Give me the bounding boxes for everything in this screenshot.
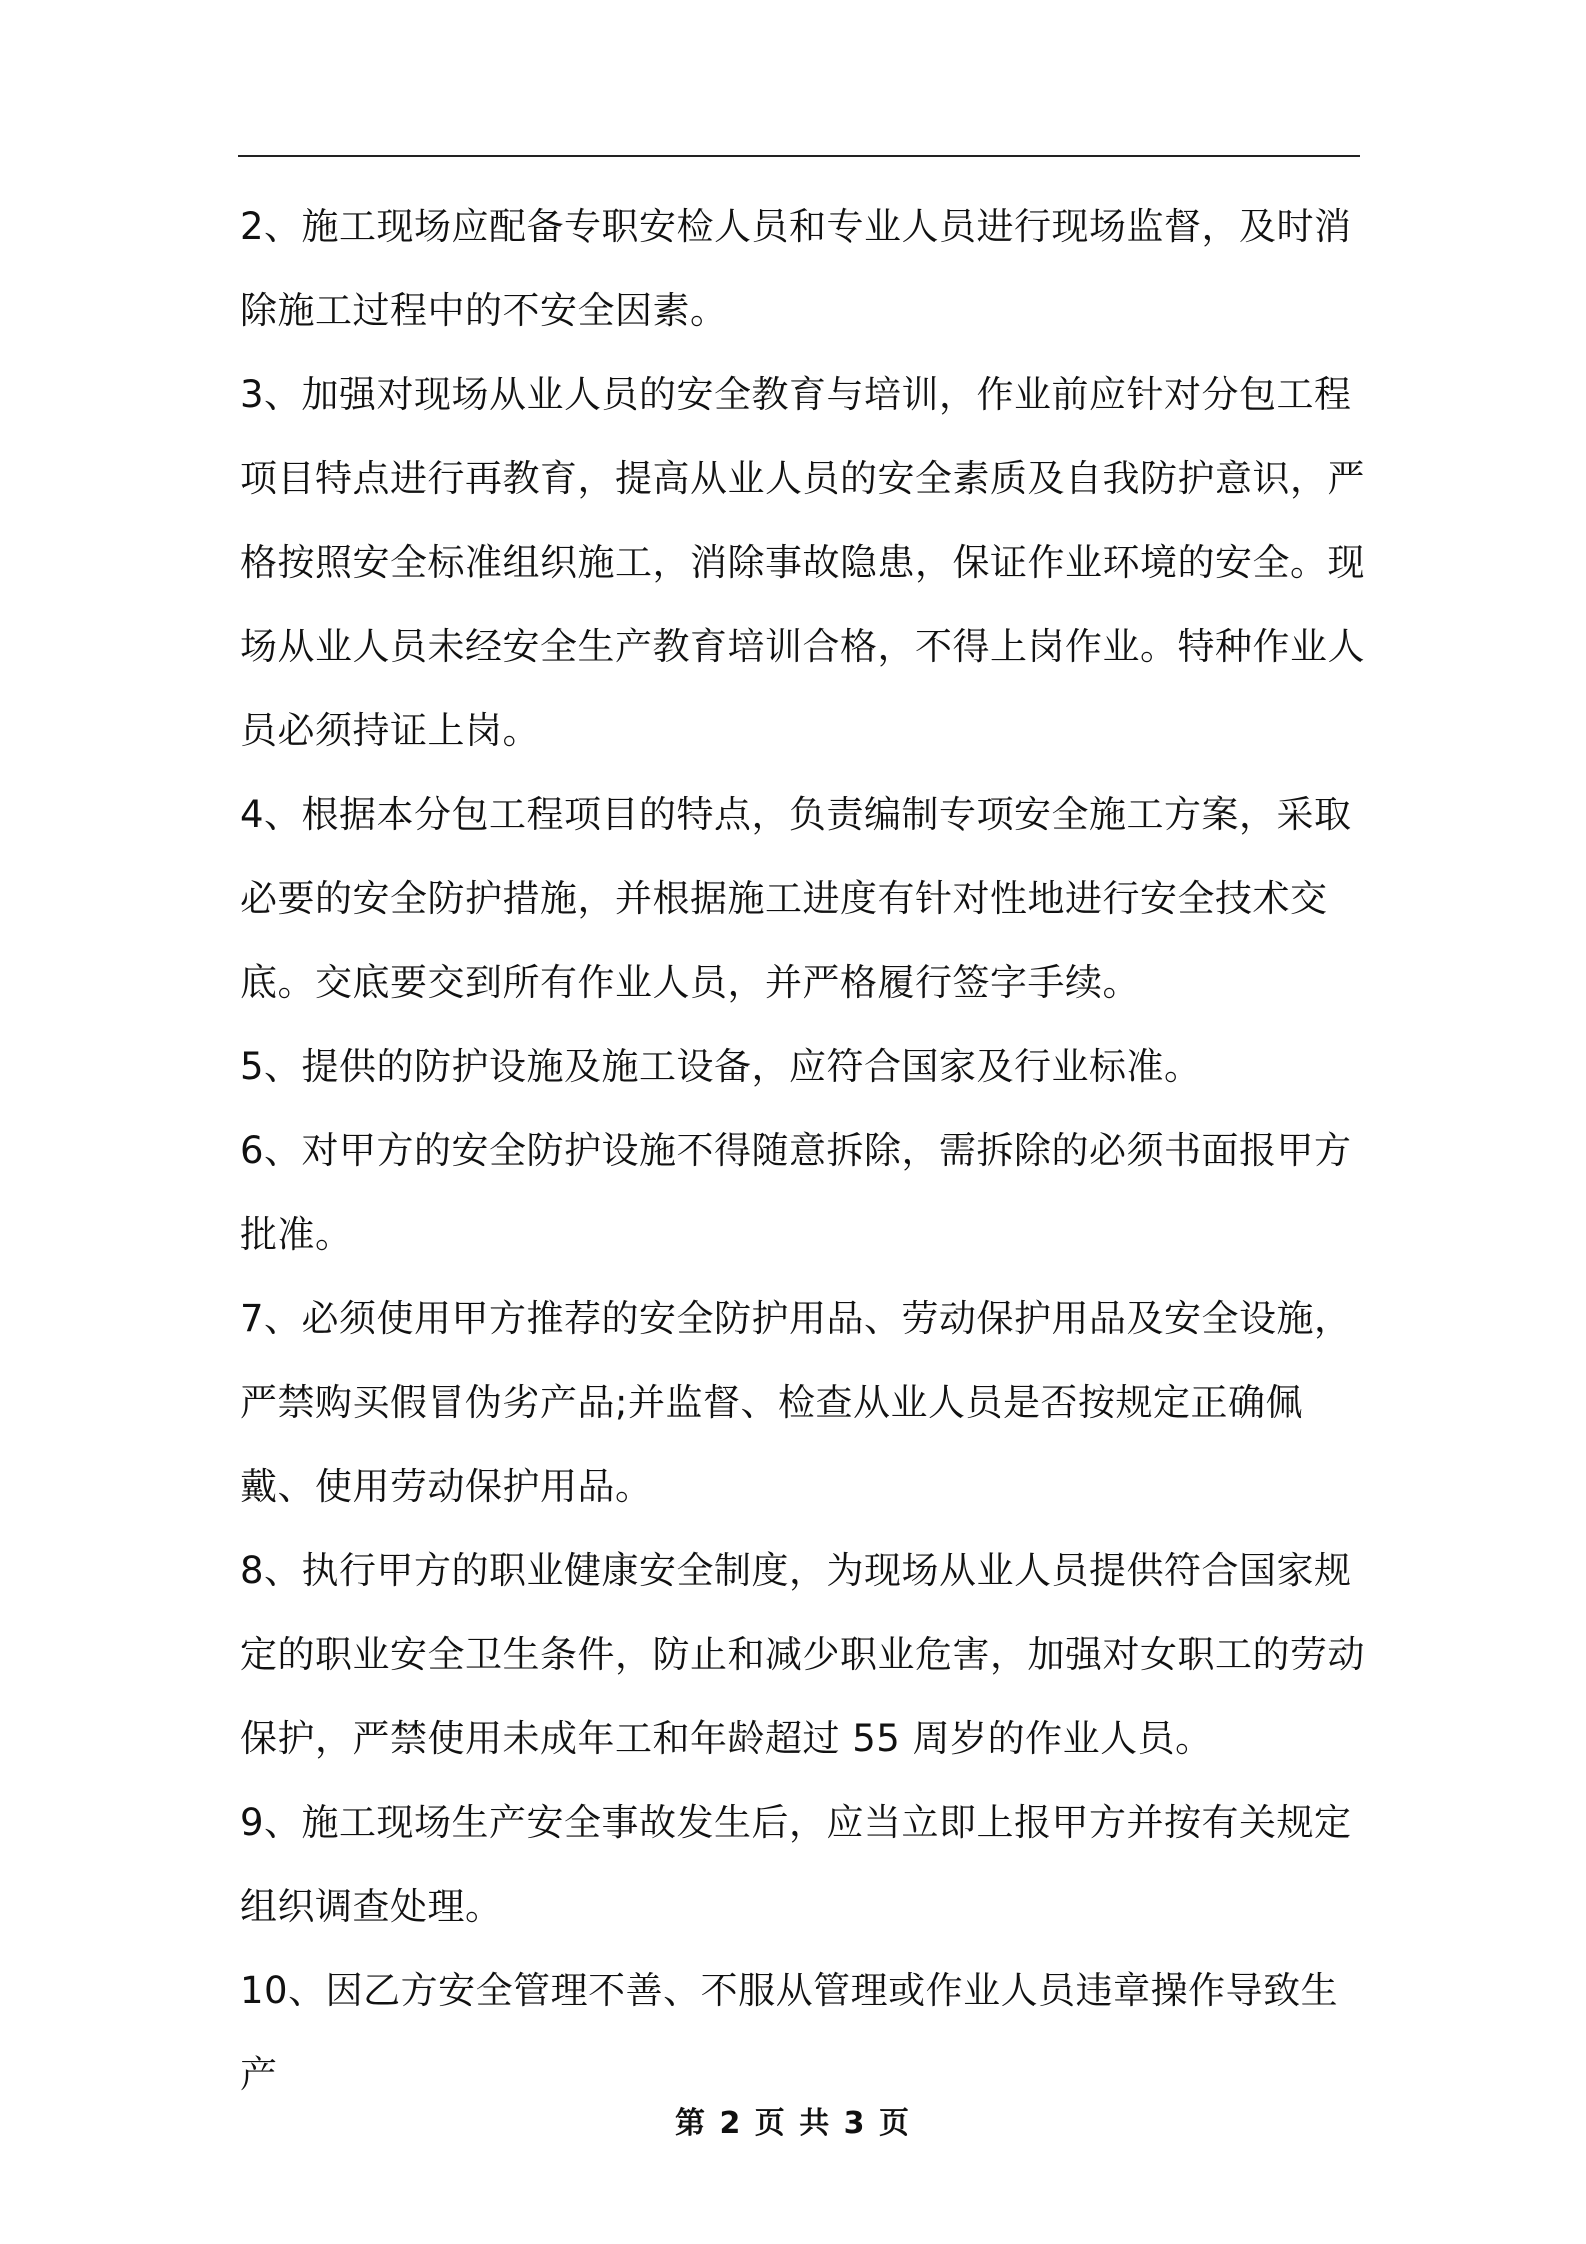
header-divider	[238, 155, 1360, 157]
clause-10: 10、因乙方安全管理不善、不服从管理或作业人员违章操作导致生产	[240, 1969, 1339, 2096]
page-number: 第 2 页 共 3 页	[675, 2106, 911, 2141]
clause-5: 5、提供的防护设施及施工设备，应符合国家及行业标准。	[240, 1045, 1202, 1088]
clause-2: 2、施工现场应配备专职安检人员和专业人员进行现场监督，及时消除施工过程中的不安全因素。	[240, 205, 1352, 332]
document-body	[240, 185, 1370, 2117]
clause-4: 4、根据本分包工程项目的特点，负责编制专项安全施工方案，采取必要的安全防护措施，并根据施工进度有针对性地进行安全技术交底。交底要交到所有作业人员，并严格履行签字手续。	[240, 793, 1352, 1004]
clause-8: 8、执行甲方的职业健康安全制度，为现场从业人员提供符合国家规定的职业安全卫生条件，防止和减少职业危害，加强对女职工的劳动保护，严禁使用未成年工和年龄超过 55 周岁的作业人员。	[240, 1549, 1365, 1760]
clause-9: 9、施工现场生产安全事故发生后，应当立即上报甲方并按有关规定组织调查处理。	[240, 1801, 1352, 1928]
clause-3: 3、加强对现场从业人员的安全教育与培训，作业前应针对分包工程项目特点进行再教育，提高从业人员的安全素质及自我防护意识，严格按照安全标准组织施工，消除事故隐患，保证作业环境的安全。现场从业人员未经安全生产教育培训合格，不得上岗作业。特种作业人员必须持证上岗。	[240, 373, 1365, 752]
clause-6: 6、对甲方的安全防护设施不得随意拆除，需拆除的必须书面报甲方批准。	[240, 1129, 1352, 1256]
clause-7: 7、必须使用甲方推荐的安全防护用品、劳动保护用品及安全设施，严禁购买假冒伪劣产品;并监督、检查从业人员是否按规定正确佩戴、使用劳动保护用品。	[240, 1297, 1352, 1508]
